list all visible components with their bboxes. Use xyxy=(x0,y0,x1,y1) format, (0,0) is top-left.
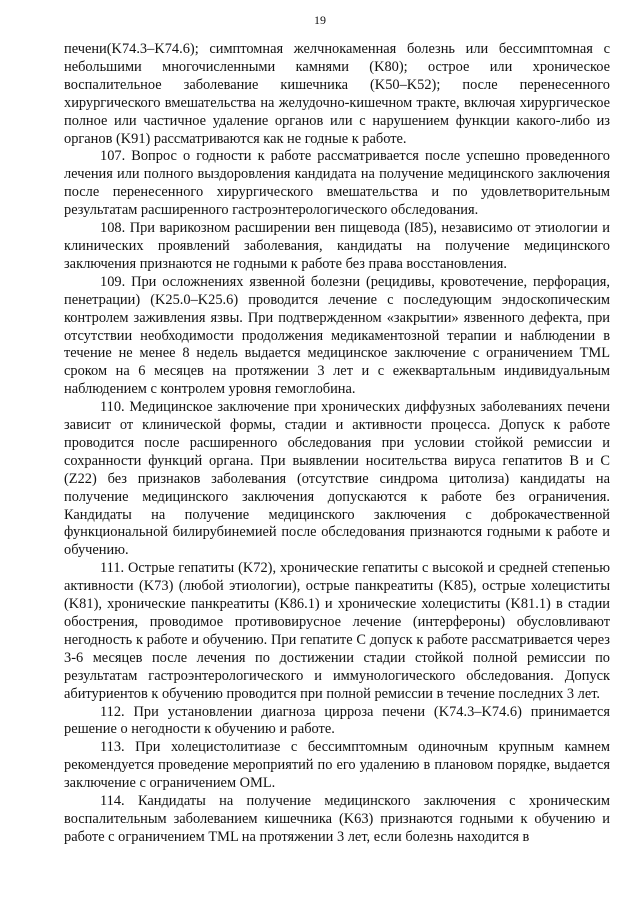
paragraph-110: 110. Медицинское заключение при хронических диффузных заболеваниях печени зависит от клинической формы, стадии и активности процесса. Допуск к работе проводится после расширенного обследования при условии стойкой ремиссии и сохранности функций органа. При выявлении носительства вируса гепатитов B и C (Z22) без признаков заболевания (отсутствие синдрома цитолиза) кандидаты на получение медицинского заключения допускаются к работе без ограничения. Кандидаты на получение медицинского заключения с доброкачественной функциональной билирубинемией после обследования признаются годными к работе и обучению. xyxy=(64,399,610,559)
paragraph-111: 111. Острые гепатиты (K72), хронические гепатиты с высокой и средней степенью активности (K73) (любой этиологии), острые панкреатиты (K85), острые холециститы (K81), хронические панкреатиты (K86.1) и хронические холециститы (K81.1) в стадии обострения, проводимое противовирусное лечение (интерфероны) обусловливают негодность к работе и обучению. При гепатите C допуск к работе рассматривается через 3-6 месяцев после лечения по достижении стадии стойкой полной ремиссии по результатам гастроэнтерологического и иммунологического обследования. Допуск абитуриентов к обучению проводится при полной ремиссии в течение последних 3 лет. xyxy=(64,560,610,702)
page-number: 19 xyxy=(314,13,326,27)
paragraph-114: 114. Кандидаты на получение медицинского заключения с хроническим воспалительным заболеванием кишечника (K63) признаются годными к обучению и работе с ограничением TML на протяжении 3 лет, если болезнь находится в xyxy=(64,793,610,845)
paragraph-109: 109. При осложнениях язвенной болезни (рецидивы, кровотечение, перфорация, пенетрации) (K25.0–K25.6) проводится лечение с последующим эндоскопическим контролем заживления язвы. При подтвержденном «закрытии» язвенного дефекта, при отсутствии необходимости продолжения медикаментозной терапии и наблюдении в течение не менее 8 недель выдается медицинское заключение с ограничением TML сроком на 6 месяцев на протяжении 3 лет и с ежеквартальным индивидуальным наблюдением с контролем уровня гемоглобина. xyxy=(64,273,610,398)
paragraph-112: 112. При установлении диагноза цирроза печени (K74.3–K74.6) принимается решение о негодности к обучению и работе. xyxy=(64,703,610,738)
paragraph-108: 108. При варикозном расширении вен пищевода (I85), независимо от этиологии и клинических проявлений заболевания, кандидаты на получение медицинского заключения признаются не годными к работе без права восстановления. xyxy=(64,220,610,272)
paragraph-continuation: печени(K74.3–K74.6); симптомная желчнокаменная болезнь или бессимптомная с небольшими многочисленными камнями (K80); острое или хроническое воспалительное заболевание кишечника (K50–K52); после перенесенного хирургического вмешательства на желудочно-кишечном тракте, включая хирургическое полное или частичное удаление органов или с нарушением функции какого-либо из органов (K91) рассматриваются как не годные к работе. xyxy=(64,41,610,147)
document-body xyxy=(64,41,610,847)
paragraph-113: 113. При холецистолитиазе с бессимптомным одиночным крупным камнем рекомендуется проведение мероприятий по его удалению в плановом порядке, выдается заключение с ограничением OML. xyxy=(64,739,610,792)
paragraph-107: 107. Вопрос о годности к работе рассматривается после успешно проведенного лечения или полного выздоровления кандидата на получение медицинского заключения после перенесенного хирургического вмешательства и по удовлетворительным результатам расширенного гастроэнтерологического обследования. xyxy=(64,148,610,219)
